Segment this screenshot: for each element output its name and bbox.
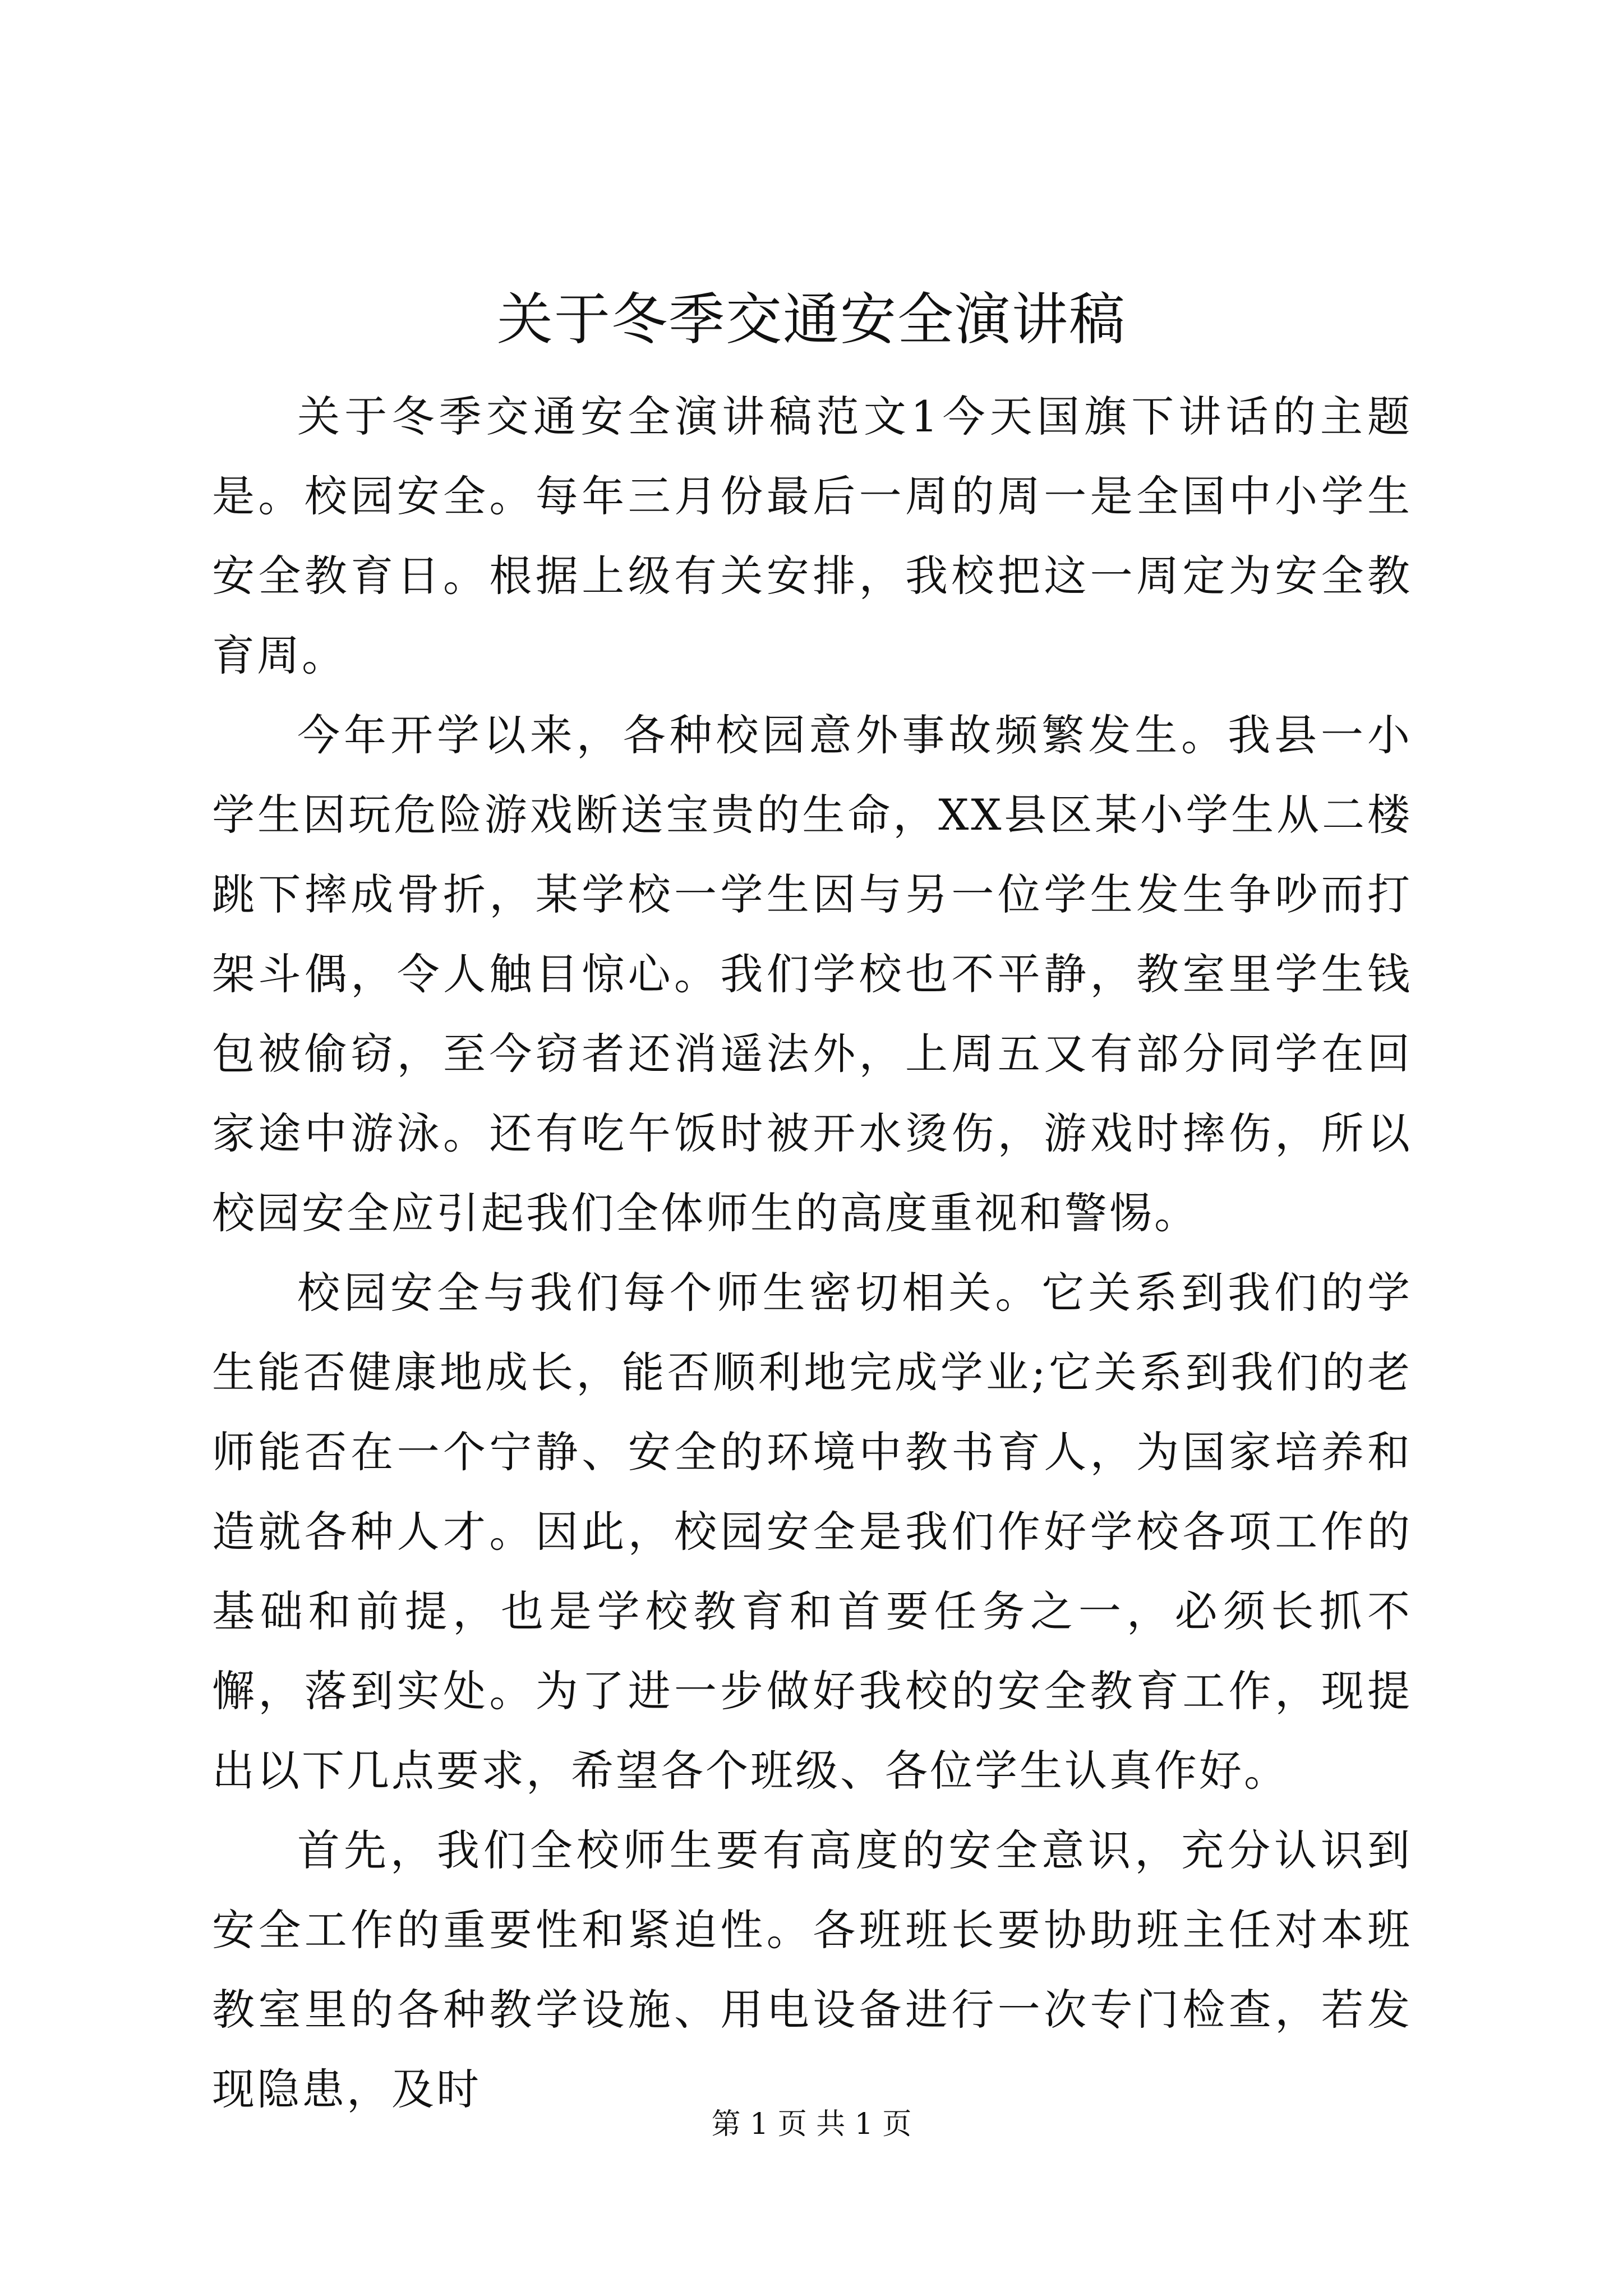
- document-title: 关于冬季交通安全演讲稿: [497, 287, 1126, 352]
- document-body: [212, 377, 1412, 2129]
- paragraph-1: 关于冬季交通安全演讲稿范文1今天国旗下讲话的主题是。校园安全。每年三月份最后一周的周一是全国中小学生安全教育日。根据上级有关安排，我校把这一周定为安全教育周。: [212, 392, 1412, 680]
- paragraph-4: 首先，我们全校师生要有高度的安全意识，充分认识到安全工作的重要性和紧迫性。各班班长要协助班主任对本班教室里的各种教学设施、用电设备进行一次专门检查，若发现隐患，及时: [212, 1825, 1412, 2114]
- page-number-footer: 第 1 页 共 1 页: [711, 2108, 912, 2141]
- paragraph-2: 今年开学以来，各种校园意外事故频繁发生。我县一小学生因玩危险游戏断送宝贵的生命，XX县区某小学生从二楼跳下摔成骨折，某学校一学生因与另一位学生发生争吵而打架斗偶，令人触目惊心。我们学校也不平静，教室里学生钱包被偷窃，至今窃者还消遥法外，上周五又有部分同学在回家途中游泳。还有吃午饭时被开水烫伤，游戏时摔伤，所以校园安全应引起我们全体师生的高度重视和警惕。: [212, 710, 1412, 1238]
- paragraph-3: 校园安全与我们每个师生密切相关。它关系到我们的学生能否健康地成长，能否顺利地完成学业;它关系到我们的老师能否在一个宁静、安全的环境中教书育人，为国家培养和造就各种人才。因此，校园安全是我们作好学校各项工作的基础和前提，也是学校教育和首要任务之一，必须长抓不懈，落到实处。为了进一步做好我校的安全教育工作，现提出以下几点要求，希望各个班级、各位学生认真作好。: [212, 1268, 1412, 1796]
